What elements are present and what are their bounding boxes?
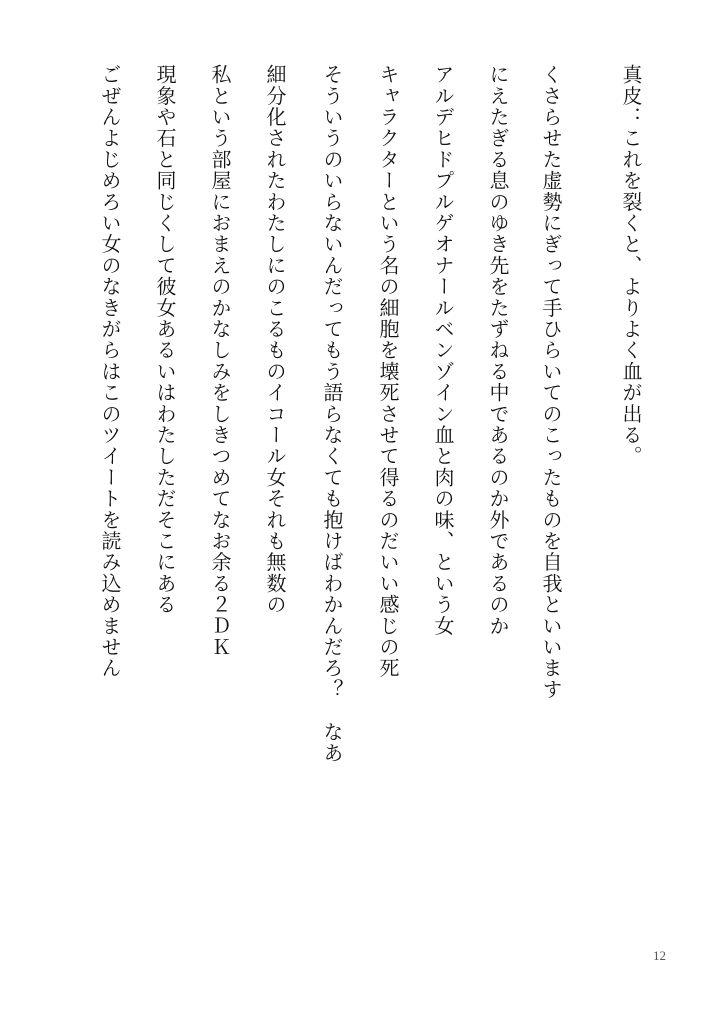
text-column-1: 真皮：これを裂くと、よりよく血が出る。 bbox=[619, 64, 643, 467]
page-number: 12 bbox=[653, 948, 666, 963]
text-column-8: 私という部屋におまえのかなしみをしきつめてなお余る２ＤＫ bbox=[208, 64, 232, 658]
text-column-3: にえたぎる息のゆき先をたずねる中であるのか外であるのか bbox=[486, 64, 510, 637]
text-column-7: 細分化されたわたしにのこるものイコール女それも無数の bbox=[263, 64, 287, 616]
text-column-4: アルデヒドプルゲオナールベンゾイン血と肉の味、という女 bbox=[431, 64, 455, 637]
text-column-5: キャラクターという名の細胞を壊死させて得るのだいい感じの死 bbox=[376, 64, 400, 679]
text-column-6: そういうのいらないんだってもう語らなくても抱けばわかんだろ？ なあ bbox=[320, 64, 344, 764]
text-column-9: 現象や石と同じくして彼女あるいはわたしただそこにある bbox=[153, 64, 177, 616]
text-column-10: ごぜんよじめろい女のなきがらはこのツイートを読み込めません bbox=[98, 64, 122, 679]
text-column-2: くさらせた虚勢にぎって手ひらいてのこったものを自我といいます bbox=[539, 64, 563, 700]
